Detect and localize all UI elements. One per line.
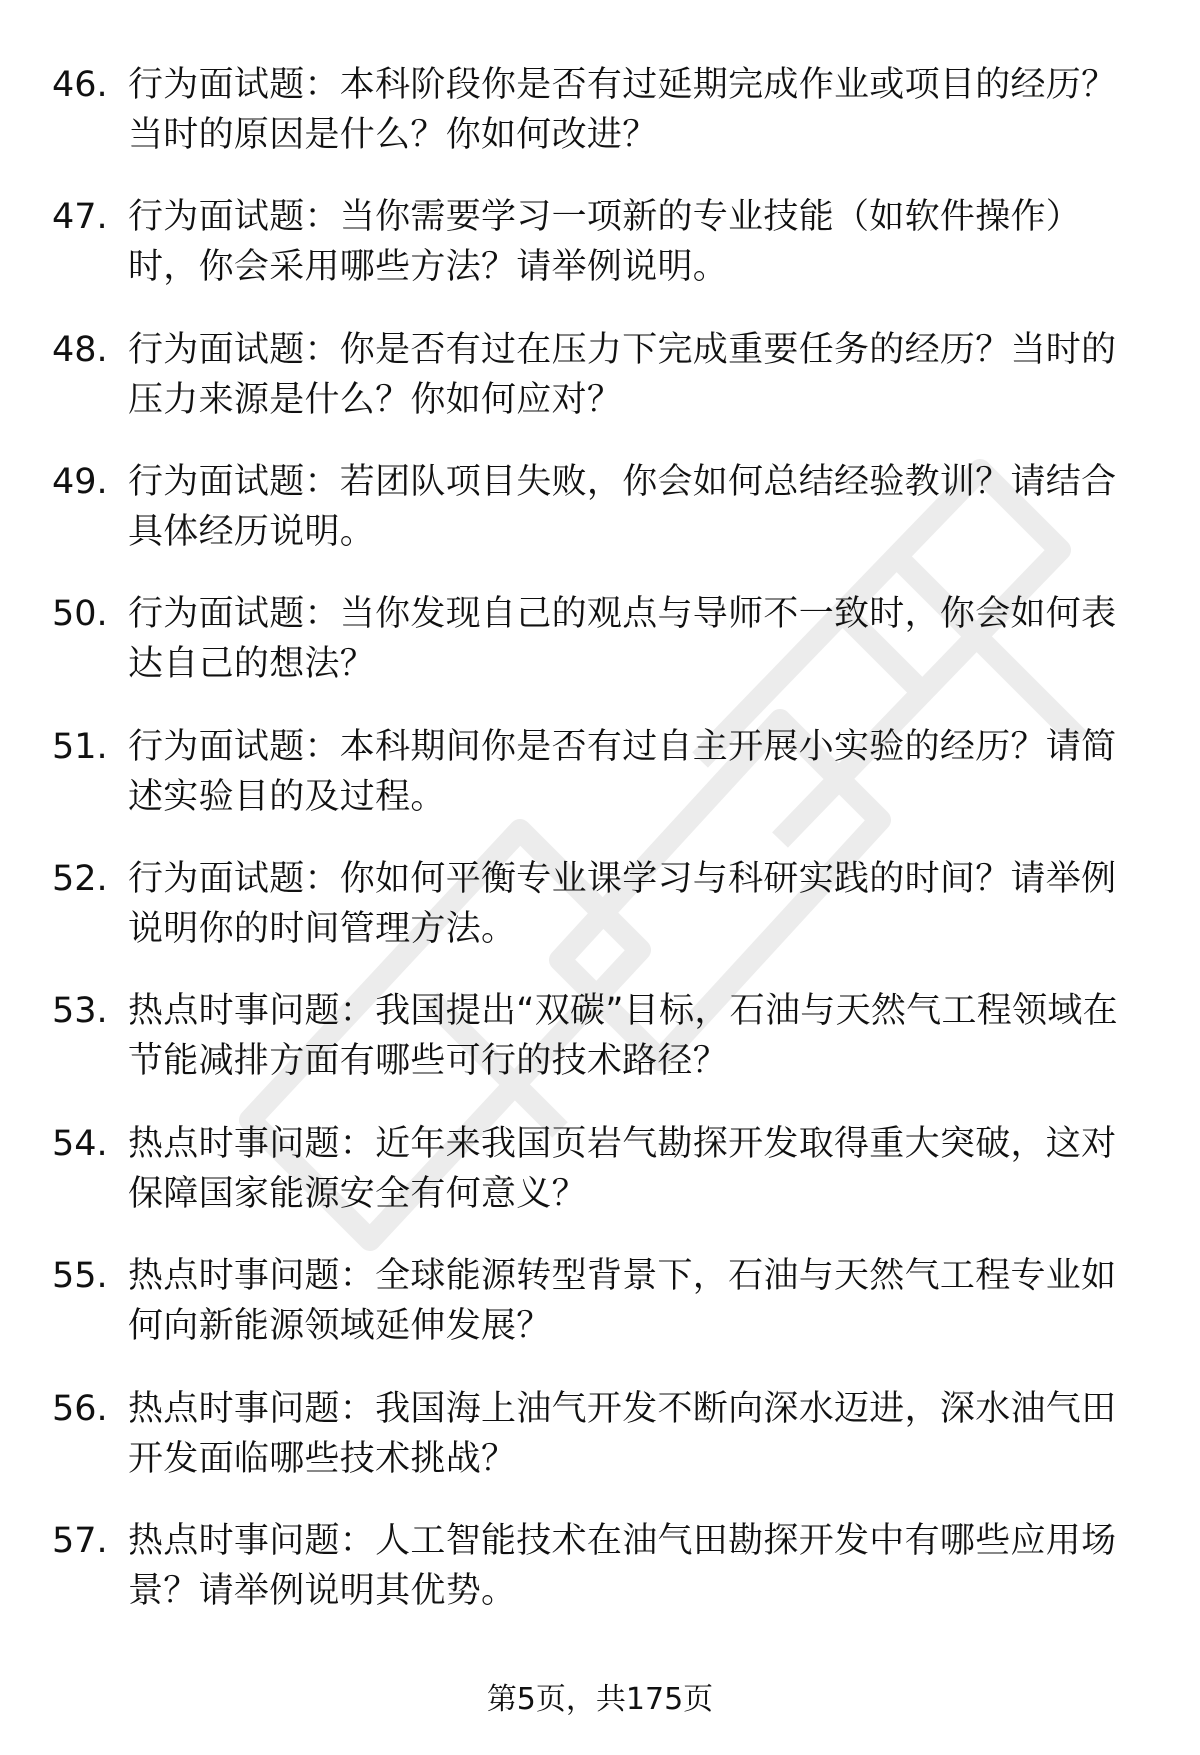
question-number: 56. [52, 1389, 108, 1429]
question-text: 热点时事问题：我国提出“双碳”目标，石油与天然气工程领域在节能减排方面有哪些可行的技术路径？ [128, 991, 1118, 1081]
question-number: 46. [52, 65, 108, 105]
question-number: 52. [52, 859, 108, 899]
question-number: 47. [52, 197, 108, 237]
question-text: 行为面试题：若团队项目失败，你会如何总结经验教训？请结合具体经历说明。 [128, 462, 1117, 552]
question-number: 54. [52, 1124, 108, 1164]
question-number: 53. [52, 991, 108, 1031]
question-text: 行为面试题：本科期间你是否有过自主开展小实验的经历？请简述实验目的及过程。 [128, 727, 1117, 817]
question-number: 55. [52, 1256, 108, 1296]
question-number: 57. [52, 1521, 108, 1561]
question-number: 50. [52, 594, 108, 634]
question-text: 热点时事问题：我国海上油气开发不断向深水迈进，深水油气田开发面临哪些技术挑战？ [128, 1389, 1117, 1479]
page-number-footer: 第5页，共175页 [486, 1682, 714, 1717]
question-number: 51. [52, 727, 108, 767]
question-text: 行为面试题：当你需要学习一项新的专业技能（如软件操作）时，你会采用哪些方法？请举例说明。 [128, 197, 1082, 287]
question-text: 行为面试题：当你发现自己的观点与导师不一致时，你会如何表达自己的想法？ [128, 594, 1117, 684]
question-text: 行为面试题：你如何平衡专业课学习与科研实践的时间？请举例说明你的时间管理方法。 [128, 859, 1117, 949]
question-text: 热点时事问题：全球能源转型背景下，石油与天然气工程专业如何向新能源领域延伸发展？ [128, 1256, 1117, 1346]
question-text: 行为面试题：你是否有过在压力下完成重要任务的经历？当时的压力来源是什么？你如何应对？ [128, 330, 1117, 420]
question-text: 热点时事问题：近年来我国页岩气勘探开发取得重大突破，这对保障国家能源安全有何意义？ [128, 1124, 1117, 1214]
question-text: 行为面试题：本科阶段你是否有过延期完成作业或项目的经历？当时的原因是什么？你如何改进？ [128, 65, 1117, 155]
question-text: 热点时事问题：人工智能技术在油气田勘探开发中有哪些应用场景？请举例说明其优势。 [128, 1521, 1117, 1611]
question-number: 49. [52, 462, 108, 502]
question-number: 48. [52, 330, 108, 370]
